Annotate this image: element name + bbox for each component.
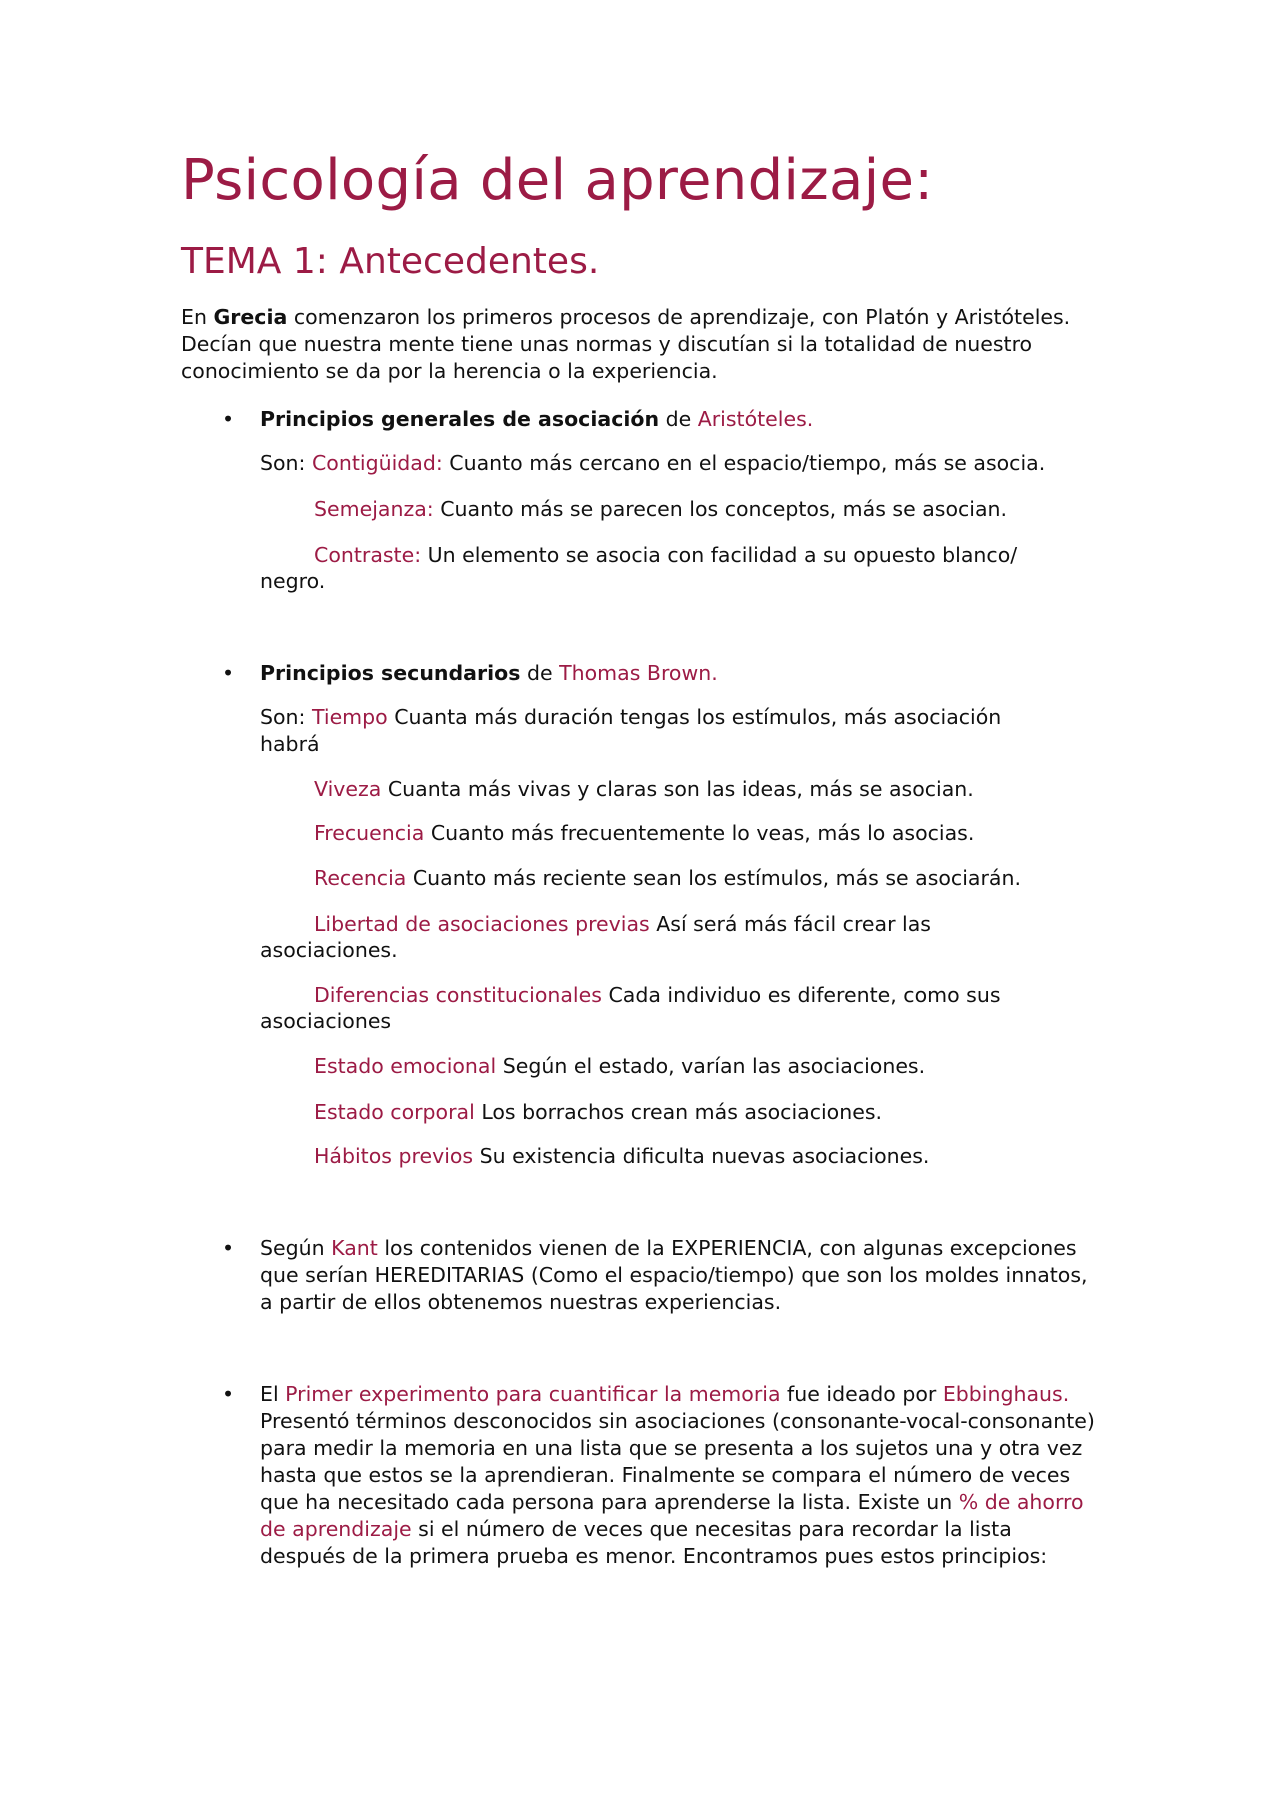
s1-item — [260, 450, 1100, 477]
s4-pre: El — [260, 1382, 286, 1406]
s4-term-ahorro: % de ahorro de aprendizaje — [260, 1490, 1084, 1541]
s3-rest: los contenidos vienen de la EXPERIENCIA, con algunas excepciones que serían HEREDITARIAS (Como el espacio/tiempo) que son los moldes innatos, a partir de ellos obtenemos nuestras experiencias. — [260, 1236, 1088, 1314]
s4-author: Ebbinghaus. — [942, 1382, 1070, 1406]
s3-pre: Según — [260, 1236, 332, 1260]
s2-item-term: Viveza — [314, 777, 382, 801]
s2-item — [314, 1099, 882, 1126]
s2-heading — [260, 660, 1100, 687]
s2-item-continuation: asociaciones. — [260, 938, 398, 962]
s1-item — [314, 496, 1007, 523]
s1-item-text: Cuanto más cercano en el espacio/tiempo, más se asocia. — [442, 451, 1046, 475]
s2-item-continuation: asociaciones — [260, 1009, 392, 1033]
s2-item — [260, 704, 1100, 731]
s2-heading-bold: Principios secundarios — [260, 661, 521, 685]
s2-item-term: Tiempo — [311, 705, 388, 729]
s1-item-term: Contigüidad: — [311, 451, 443, 475]
s2-item — [314, 1053, 925, 1080]
s4-mid2: Presentó términos desconocidos sin asociaciones (consonante-vocal-consonante) para medir la memoria en una lista que se presenta a los sujetos una y otra vez hasta que estos se la aprendieran. Finalmente se compara el número de veces que ha necesitado cada persona para aprenderse la lista. Existe un — [260, 1409, 1095, 1514]
s2-item — [314, 776, 974, 803]
s2-item-term: Hábitos previos — [314, 1144, 474, 1168]
son-label: Son: — [260, 451, 312, 475]
s2-item-term: Frecuencia — [314, 821, 425, 845]
bullet-icon: • — [222, 1236, 235, 1260]
s2-item-text: Cuanto más frecuentemente lo veas, más lo asocias. — [424, 821, 975, 845]
s1-item-text: Un elemento se asocia con facilidad a su opuesto blanco/ — [421, 543, 1018, 567]
intro-rest: comenzaron los primeros procesos de aprendizaje, con Platón y Aristóteles. Decían que nuestra mente tiene unas normas y discutían si la totalidad de nuestro conocimiento se da por la herencia o la experiencia. — [181, 305, 1071, 383]
s1-heading-author: Aristóteles. — [697, 407, 814, 431]
s2-heading-author: Thomas Brown. — [559, 661, 718, 685]
s2-item-text: Cuanta más duración tengas los estímulos, más asociación — [387, 705, 1002, 729]
s2-item — [314, 820, 974, 847]
s2-item-text: Cada individuo es diferente, como sus — [601, 983, 1001, 1007]
s1-item-text: Cuanto más se parecen los conceptos, más se asocian. — [433, 497, 1008, 521]
s2-item — [314, 982, 1001, 1009]
s3-author: Kant — [331, 1236, 378, 1260]
s4-paragraph — [260, 1381, 1100, 1570]
s2-item-text: Cuanta más vivas y claras son las ideas, más se asocian. — [381, 777, 974, 801]
s1-heading-bold: Principios generales de asociación — [260, 407, 660, 431]
s2-item-text: Así será más fácil crear las — [649, 912, 931, 936]
s2-heading-mid: de — [520, 661, 560, 685]
s2-item-text: Según el estado, varían las asociaciones. — [496, 1054, 926, 1078]
s2-item-text: Su existencia dificulta nuevas asociaciones. — [473, 1144, 930, 1168]
s1-item-term: Contraste: — [314, 543, 422, 567]
s3-paragraph — [260, 1235, 1100, 1316]
s2-item-term: Recencia — [314, 866, 407, 890]
bullet-icon: • — [222, 661, 235, 685]
intro-bold-term: Grecia — [213, 305, 288, 329]
s2-item-term: Estado corporal — [314, 1100, 475, 1124]
bullet-icon: • — [222, 1382, 235, 1406]
section-heading: TEMA 1: Antecedentes. — [181, 241, 600, 282]
s2-item — [314, 1143, 929, 1170]
s2-item-continuation: habrá — [260, 732, 320, 756]
s1-item-continuation: negro. — [260, 569, 326, 593]
s4-term-experiment: Primer experimento para cuantificar la memoria — [285, 1382, 781, 1406]
s1-item — [314, 542, 1017, 569]
document-title: Psicología del aprendizaje: — [181, 148, 934, 213]
s1-heading — [260, 406, 1100, 433]
s4-mid1: fue ideado por — [780, 1382, 943, 1406]
s1-heading-mid: de — [659, 407, 698, 431]
s2-item — [314, 865, 1021, 892]
s2-item-text: Cuanto más reciente sean los estímulos, más se asociarán. — [406, 866, 1021, 890]
intro-pre: En — [181, 305, 214, 329]
s4-rest: si el número de veces que necesitas para recordar la lista después de la primera prueba es menor. Encontramos pues estos principios: — [260, 1517, 1048, 1568]
son-label: Son: — [260, 705, 312, 729]
s2-item-term: Estado emocional — [314, 1054, 497, 1078]
bullet-icon: • — [222, 407, 235, 431]
intro-paragraph — [181, 304, 1101, 385]
s2-item — [314, 911, 931, 938]
s2-item-term: Libertad de asociaciones previas — [314, 912, 650, 936]
s2-item-text: Los borrachos crean más asociaciones. — [474, 1100, 883, 1124]
s1-item-term: Semejanza: — [314, 497, 434, 521]
s2-item-term: Diferencias constitucionales — [314, 983, 602, 1007]
